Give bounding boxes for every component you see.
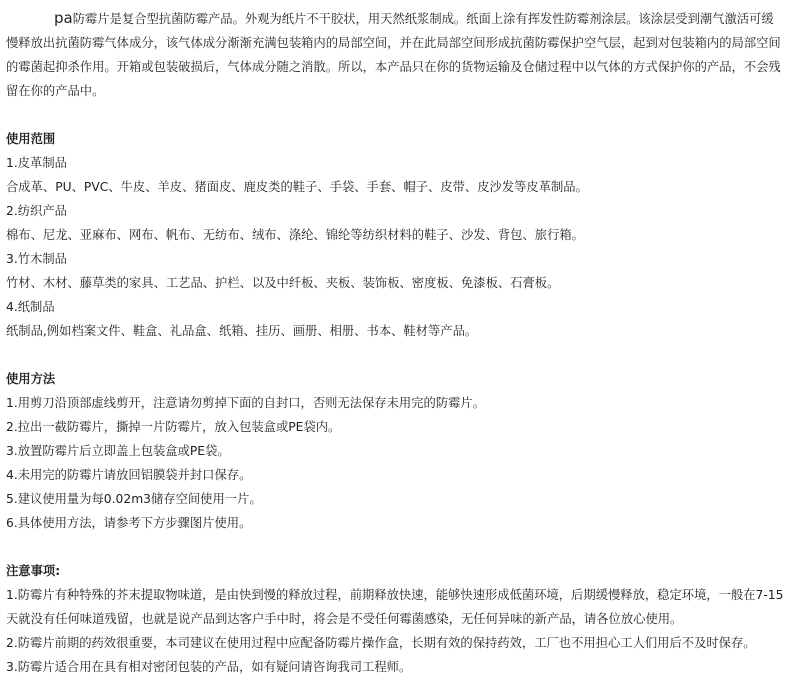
document xyxy=(6,0,784,679)
method-step: 2.拉出一截防霉片，撕掉一片防霉片，放入包装盒或PE袋内。 xyxy=(6,420,341,434)
intro-text: 防霉片是复合型抗菌防霉产品。外观为纸片不干胶状，用天然纸浆制成。纸面上涂有挥发性防霉剂涂层。该涂层受到潮气激活可缓慢释放出抗菌防霉气体成分，该气体成分渐渐充满包装箱内的局部空间，并在此局部空间形成抗菌防霉保护空气层，起到对包装箱内的局部空间的霉菌起抑杀作用。开箱或包装破损后，气体成分随之消散。所以，本产品只在你的货物运输及仓储过程中以气体的方式保护你的产品，不会残留在你的产品中。 xyxy=(6,12,781,98)
scope-item-desc: 合成革、PU、PVC、牛皮、羊皮、猪面皮、鹿皮类的鞋子、手袋、手套、帽子、皮带、皮沙发等皮革制品。 xyxy=(6,180,588,194)
spacer xyxy=(6,103,784,127)
note-item: 1.防霉片有种特殊的芥末提取物味道，是由快到慢的释放过程，前期释放快速，能够快速形成低菌环境，后期缓慢释放，稳定环境，一般在7-15天就没有任何味道残留，也就是说产品到达客户手中时，将会是不受任何霉菌感染，无任何异味的新产品，请各位放心使用。 xyxy=(6,588,784,626)
scope-item-desc: 棉布、尼龙、亚麻布、网布、帆布、无纺布、绒布、涤纶、锦纶等纺织材料的鞋子、沙发、背包、旅行箱。 xyxy=(6,228,584,242)
usage-method-section xyxy=(6,367,784,535)
scope-item-title: 3.竹木制品 xyxy=(6,252,67,266)
method-step: 1.用剪刀沿顶部虚线剪开，注意请勿剪掉下面的自封口，否则无法保存未用完的防霉片。 xyxy=(6,396,486,410)
scope-item-title: 4.纸制品 xyxy=(6,300,55,314)
intro-prefix: pa xyxy=(54,9,73,27)
intro-paragraph xyxy=(6,6,784,103)
method-step: 6.具体使用方法，请参考下方步骤图片使用。 xyxy=(6,516,252,530)
note-item: 3.防霉片适合用在具有相对密闭包装的产品，如有疑问请咨询我司工程师。 xyxy=(6,660,412,674)
method-step: 4.未用完的防霉片请放回铝膜袋并封口保存。 xyxy=(6,468,252,482)
spacer xyxy=(6,343,784,367)
scope-item-title: 2.纺织产品 xyxy=(6,204,67,218)
notes-section xyxy=(6,559,784,679)
notes-heading: 注意事项: xyxy=(6,564,61,578)
usage-method-heading: 使用方法 xyxy=(6,372,56,386)
spacer xyxy=(6,535,784,559)
usage-scope-section xyxy=(6,127,784,343)
method-step: 5.建议使用量为每0.02m3储存空间使用一片。 xyxy=(6,492,262,506)
usage-scope-heading: 使用范围 xyxy=(6,132,56,146)
scope-item-desc: 纸制品,例如档案文件、鞋盒、礼品盒、纸箱、挂历、画册、相册、书本、鞋材等产品。 xyxy=(6,324,478,338)
note-item: 2.防霉片前期的药效很重要，本司建议在使用过程中应配备防霉片操作盒，长期有效的保持药效，工厂也不用担心工人们用后不及时保存。 xyxy=(6,636,756,650)
scope-item-title: 1.皮革制品 xyxy=(6,156,67,170)
scope-item-desc: 竹材、木材、藤草类的家具、工艺品、护栏、以及中纤板、夹板、装饰板、密度板、免漆板、石膏板。 xyxy=(6,276,560,290)
method-step: 3.放置防霉片后立即盖上包装盒或PE袋。 xyxy=(6,444,230,458)
